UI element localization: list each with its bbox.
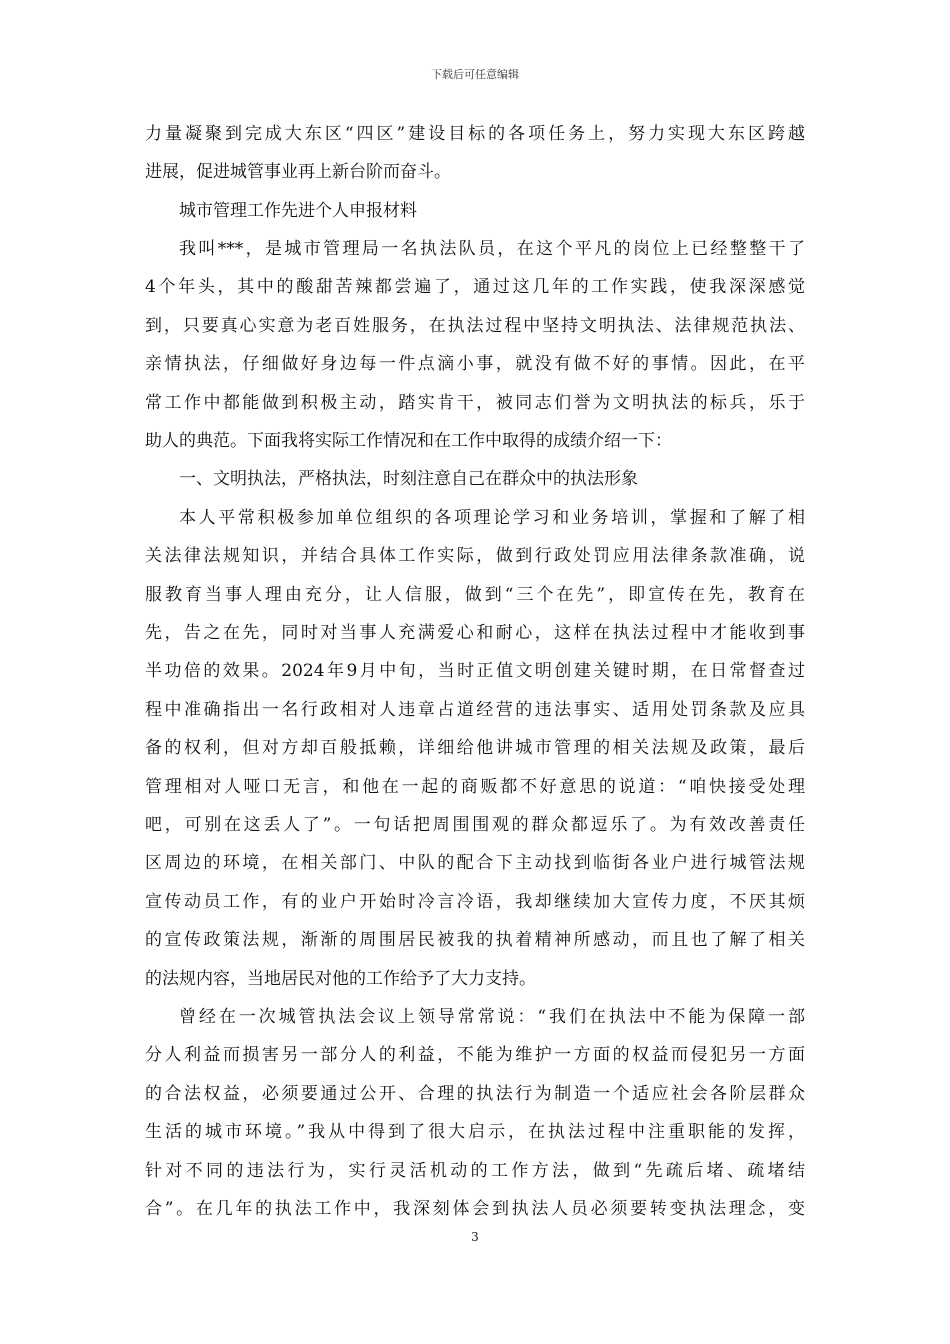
section-title: 城市管理工作先进个人申报材料 [179, 201, 417, 221]
text-line: 先，告之在先，同时对当事人充满爱心和耐心，这样在执法过程中才能收到事 [145, 623, 805, 643]
text-line: 生活的城市环境。”我从中得到了很大启示，在执法过程中注重职能的发挥， [145, 1122, 805, 1142]
text-line: 宣传动员工作，有的业户开始时冷言冷语，我却继续加大宣传力度，不厌其烦 [145, 892, 805, 912]
text-line: 4个年头，其中的酸甜苦辣都尝遍了，通过这几年的工作实践，使我深深感觉 [145, 277, 805, 297]
text-line: 本人平常积极参加单位组织的各项理论学习和业务培训，掌握和了解了相 [179, 508, 805, 528]
text-line: 常工作中都能做到积极主动，踏实肯干，被同志们誉为文明执法的标兵，乐于 [145, 393, 805, 413]
text-line: 合”。在几年的执法工作中，我深刻体会到执法人员必须要转变执法理念，变 [145, 1199, 805, 1219]
text-line: 的宣传政策法规，渐渐的周围居民被我的执着精神所感动，而且也了解了相关 [145, 930, 805, 950]
text-line: 进展，促进城管事业再上新台阶而奋斗。 [145, 162, 451, 182]
text-line: 曾经在一次城管执法会议上领导常常说：“我们在执法中不能为保障一部 [179, 1007, 805, 1027]
text-line: 助人的典范。下面我将实际工作情况和在工作中取得的成绩介绍一下： [145, 431, 672, 451]
text-line: 管理相对人哑口无言，和他在一起的商贩都不好意思的说道：“咱快接受处理 [145, 777, 805, 797]
text-line: 的合法权益，必须要通过公开、合理的执法行为制造一个适应社会各阶层群众 [145, 1084, 805, 1104]
text-line: 服教育当事人理由充分，让人信服，做到“三个在先”，即宣传在先，教育在 [145, 585, 805, 605]
text-line: 的法规内容，当地居民对他的工作给予了大力支持。 [145, 969, 536, 989]
text-line: 我叫***，是城市管理局一名执法队员，在这个平凡的岗位上已经整整干了 [179, 239, 805, 259]
text-line: 亲情执法，仔细做好身边每一件点滴小事，就没有做不好的事情。因此，在平 [145, 354, 805, 374]
text-line: 程中准确指出一名行政相对人违章占道经营的违法事实、适用处罚条款及应具 [145, 700, 805, 720]
page-header: 下载后可任意编辑 [431, 68, 519, 81]
text-line: 吧，可别在这丢人了”。一句话把周围围观的群众都逗乐了。为有效改善责任 [145, 815, 805, 835]
text-line: 半功倍的效果。2024年9月中旬，当时正值文明创建关键时期，在日常督查过 [145, 661, 805, 681]
text-line: 区周边的环境，在相关部门、中队的配合下主动找到临街各业户进行城管法规 [145, 853, 805, 873]
text-line: 针对不同的违法行为，实行灵活机动的工作方法，做到“先疏后堵、疏堵结 [145, 1161, 805, 1181]
text-line: 到，只要真心实意为老百姓服务，在执法过程中坚持文明执法、法律规范执法、 [145, 316, 805, 336]
text-line: 分人利益而损害另一部分人的利益，不能为维护一方面的权益而侵犯另一方面 [145, 1045, 805, 1065]
page-number: 3 [471, 1230, 479, 1244]
text-line: 力量凝聚到完成大东区“四区”建设目标的各项任务上，努力实现大东区跨越 [145, 124, 805, 144]
section-heading: 一、文明执法，严格执法，时刻注意自己在群众中的执法形象 [179, 469, 638, 489]
text-line: 备的权利，但对方却百般抵赖，详细给他讲城市管理的相关法规及政策，最后 [145, 738, 805, 758]
text-line: 关法律法规知识，并结合具体工作实际，做到行政处罚应用法律条款准确，说 [145, 546, 805, 566]
